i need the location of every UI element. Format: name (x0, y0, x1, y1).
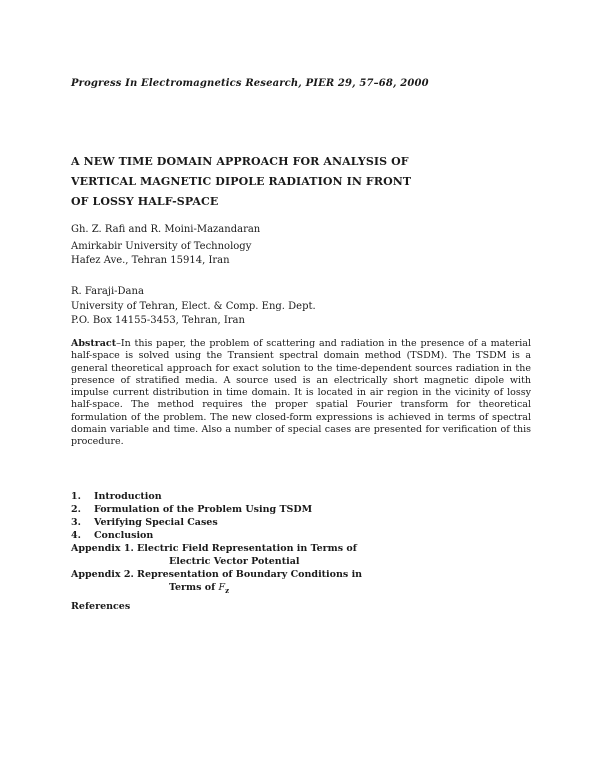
journal-header: Progress In Electromagnetics Research, PIER 29, 57–68, 2000 (71, 78, 429, 89)
toc-number: 4. (71, 530, 81, 541)
title-line: A NEW TIME DOMAIN APPROACH FOR ANALYSIS OF (71, 155, 409, 168)
toc-label: Conclusion (94, 530, 154, 541)
toc-references: References (71, 600, 131, 612)
toc-number: 2. (71, 504, 81, 515)
toc-item (71, 516, 541, 529)
title-line: OF LOSSY HALF-SPACE (71, 195, 219, 208)
toc-label: Verifying Special Cases (94, 517, 218, 528)
abstract-label: Abstract (71, 338, 117, 349)
math-symbol: F (218, 582, 226, 593)
toc-number: 1. (71, 491, 81, 502)
authors-group-2: R. Faraji-Dana (71, 286, 144, 297)
toc-number: 3. (71, 517, 81, 528)
abstract (71, 338, 531, 449)
abstract-text: –In this paper, the problem of scattering and radiation in the presence of a material half-space is solved using the Transient spectral domain method (TSDM). The TSDM is a general theoretical approach for exact solution to the time-dependent sources radiation in the presence of stratified media. A source used is an electrically short magnetic dipole with impulse current distribution in time domain. It is located in air region in the vicinity of lossy half-space. The method requires the proper spatial Fourier transform for theoretical formulation of the problem. The new closed-form expressions is achieved in terms of spectral domain variable and time. Also a number of special cases are presented for verification of this procedure. (71, 338, 531, 448)
appendix-line-text: Terms of (169, 582, 216, 593)
toc-item (71, 529, 541, 542)
toc-appendix-2 (71, 568, 541, 597)
affiliation-1 (71, 240, 251, 268)
appendix-line: Electric Vector Potential (169, 556, 300, 567)
appendix-line: Appendix 1. Electric Field Representation in Terms of (71, 543, 357, 554)
affiliation-line: Hafez Ave., Tehran 15914, Iran (71, 255, 230, 266)
paper-title (71, 152, 541, 212)
appendix-line (71, 581, 541, 597)
affiliation-line: University of Tehran, Elect. & Comp. Eng. Dept. (71, 301, 316, 312)
toc-label: Formulation of the Problem Using TSDM (94, 504, 313, 515)
affiliation-line: P.O. Box 14155-3453, Tehran, Iran (71, 315, 245, 326)
authors-group-1: Gh. Z. Rafi and R. Moini-Mazandaran (71, 224, 261, 235)
affiliation-line: Amirkabir University of Technology (71, 241, 252, 252)
affiliation-2 (71, 300, 316, 328)
toc-item (71, 503, 541, 516)
math-subscript: z (225, 585, 230, 595)
toc-label: Introduction (94, 491, 162, 502)
table-of-contents (71, 490, 541, 613)
toc-item (71, 490, 541, 503)
toc-appendix-1 (71, 542, 541, 568)
appendix-line: Appendix 2. Representation of Boundary Conditions in (71, 569, 363, 580)
title-line: VERTICAL MAGNETIC DIPOLE RADIATION IN FRONT (71, 175, 412, 188)
